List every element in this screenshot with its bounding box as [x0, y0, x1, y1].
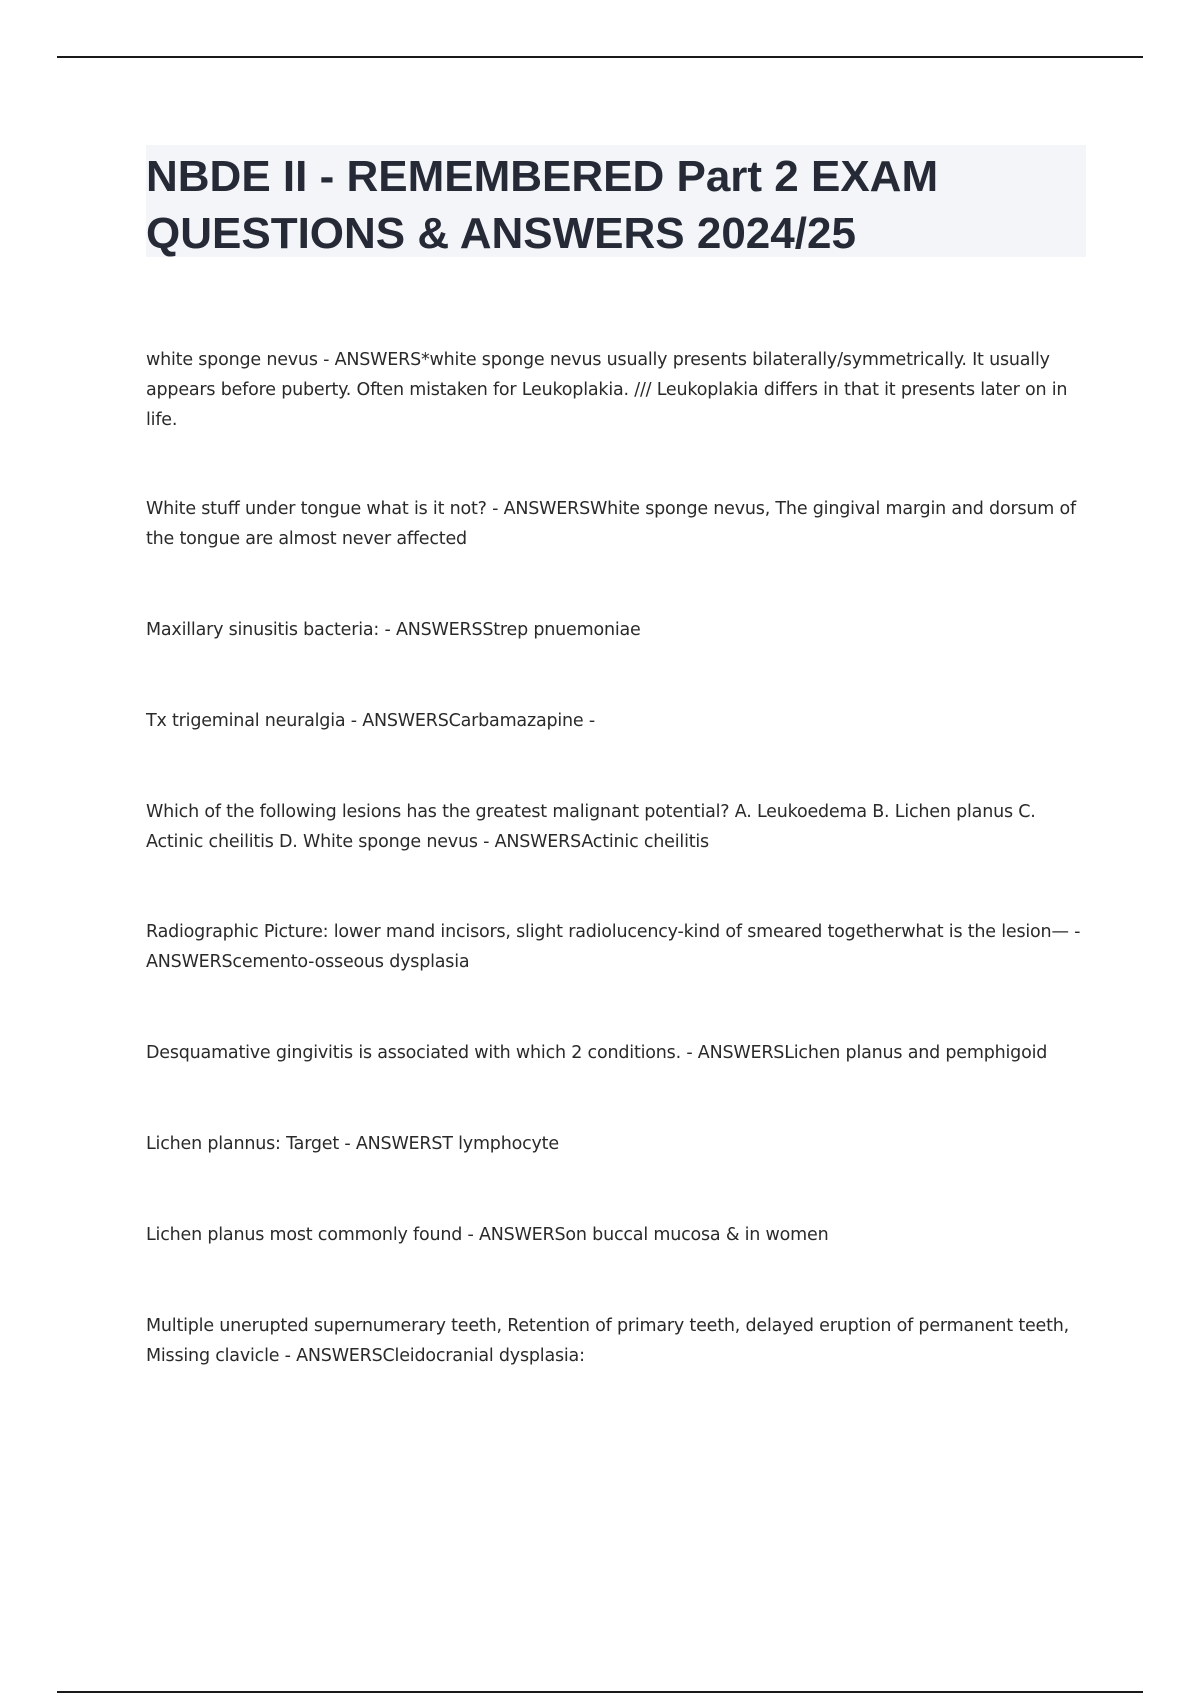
- footer-rule: [57, 1691, 1143, 1693]
- qa-entry-4: Tx trigeminal neuralgia - ANSWERSCarbamazapine -: [146, 711, 595, 731]
- qa-entry-6: Radiographic Picture: lower mand incisors, slight radiolucency-kind of smeared togetherwhat is the lesion— - ANSWERScemento-osseous dysplasia: [146, 922, 1081, 972]
- qa-entry-8: Lichen plannus: Target - ANSWERST lymphocyte: [146, 1134, 559, 1154]
- qa-entry-9: Lichen planus most commonly found - ANSWERSon buccal mucosa & in women: [146, 1225, 829, 1245]
- document-title: NBDE II - REMEMBERED Part 2 EXAM QUESTIONS & ANSWERS 2024/25: [146, 152, 939, 258]
- header-rule: [57, 56, 1143, 58]
- qa-entry-2: White stuff under tongue what is it not? - ANSWERSWhite sponge nevus, The gingival margin and dorsum of the tongue are almost never affected: [146, 499, 1076, 549]
- qa-entry-5: Which of the following lesions has the greatest malignant potential? A. Leukoedema B. Lichen planus C. Actinic cheilitis D. White sponge nevus - ANSWERSActinic cheilitis: [146, 802, 1036, 852]
- qa-entry-7: Desquamative gingivitis is associated with which 2 conditions. - ANSWERSLichen planus and pemphigoid: [146, 1043, 1048, 1063]
- qa-entry-3: Maxillary sinusitis bacteria: - ANSWERSStrep pnuemoniae: [146, 620, 641, 640]
- qa-entry-1: white sponge nevus - ANSWERS*white sponge nevus usually presents bilaterally/symmetrically. It usually appears before puberty. Often mistaken for Leukoplakia. /// Leukoplakia differs in that it presents later on in life.: [146, 350, 1068, 430]
- qa-entry-10: Multiple unerupted supernumerary teeth, Retention of primary teeth, delayed eruption of permanent teeth, Missing clavicle - ANSWERSCleidocranial dysplasia:: [146, 1316, 1070, 1366]
